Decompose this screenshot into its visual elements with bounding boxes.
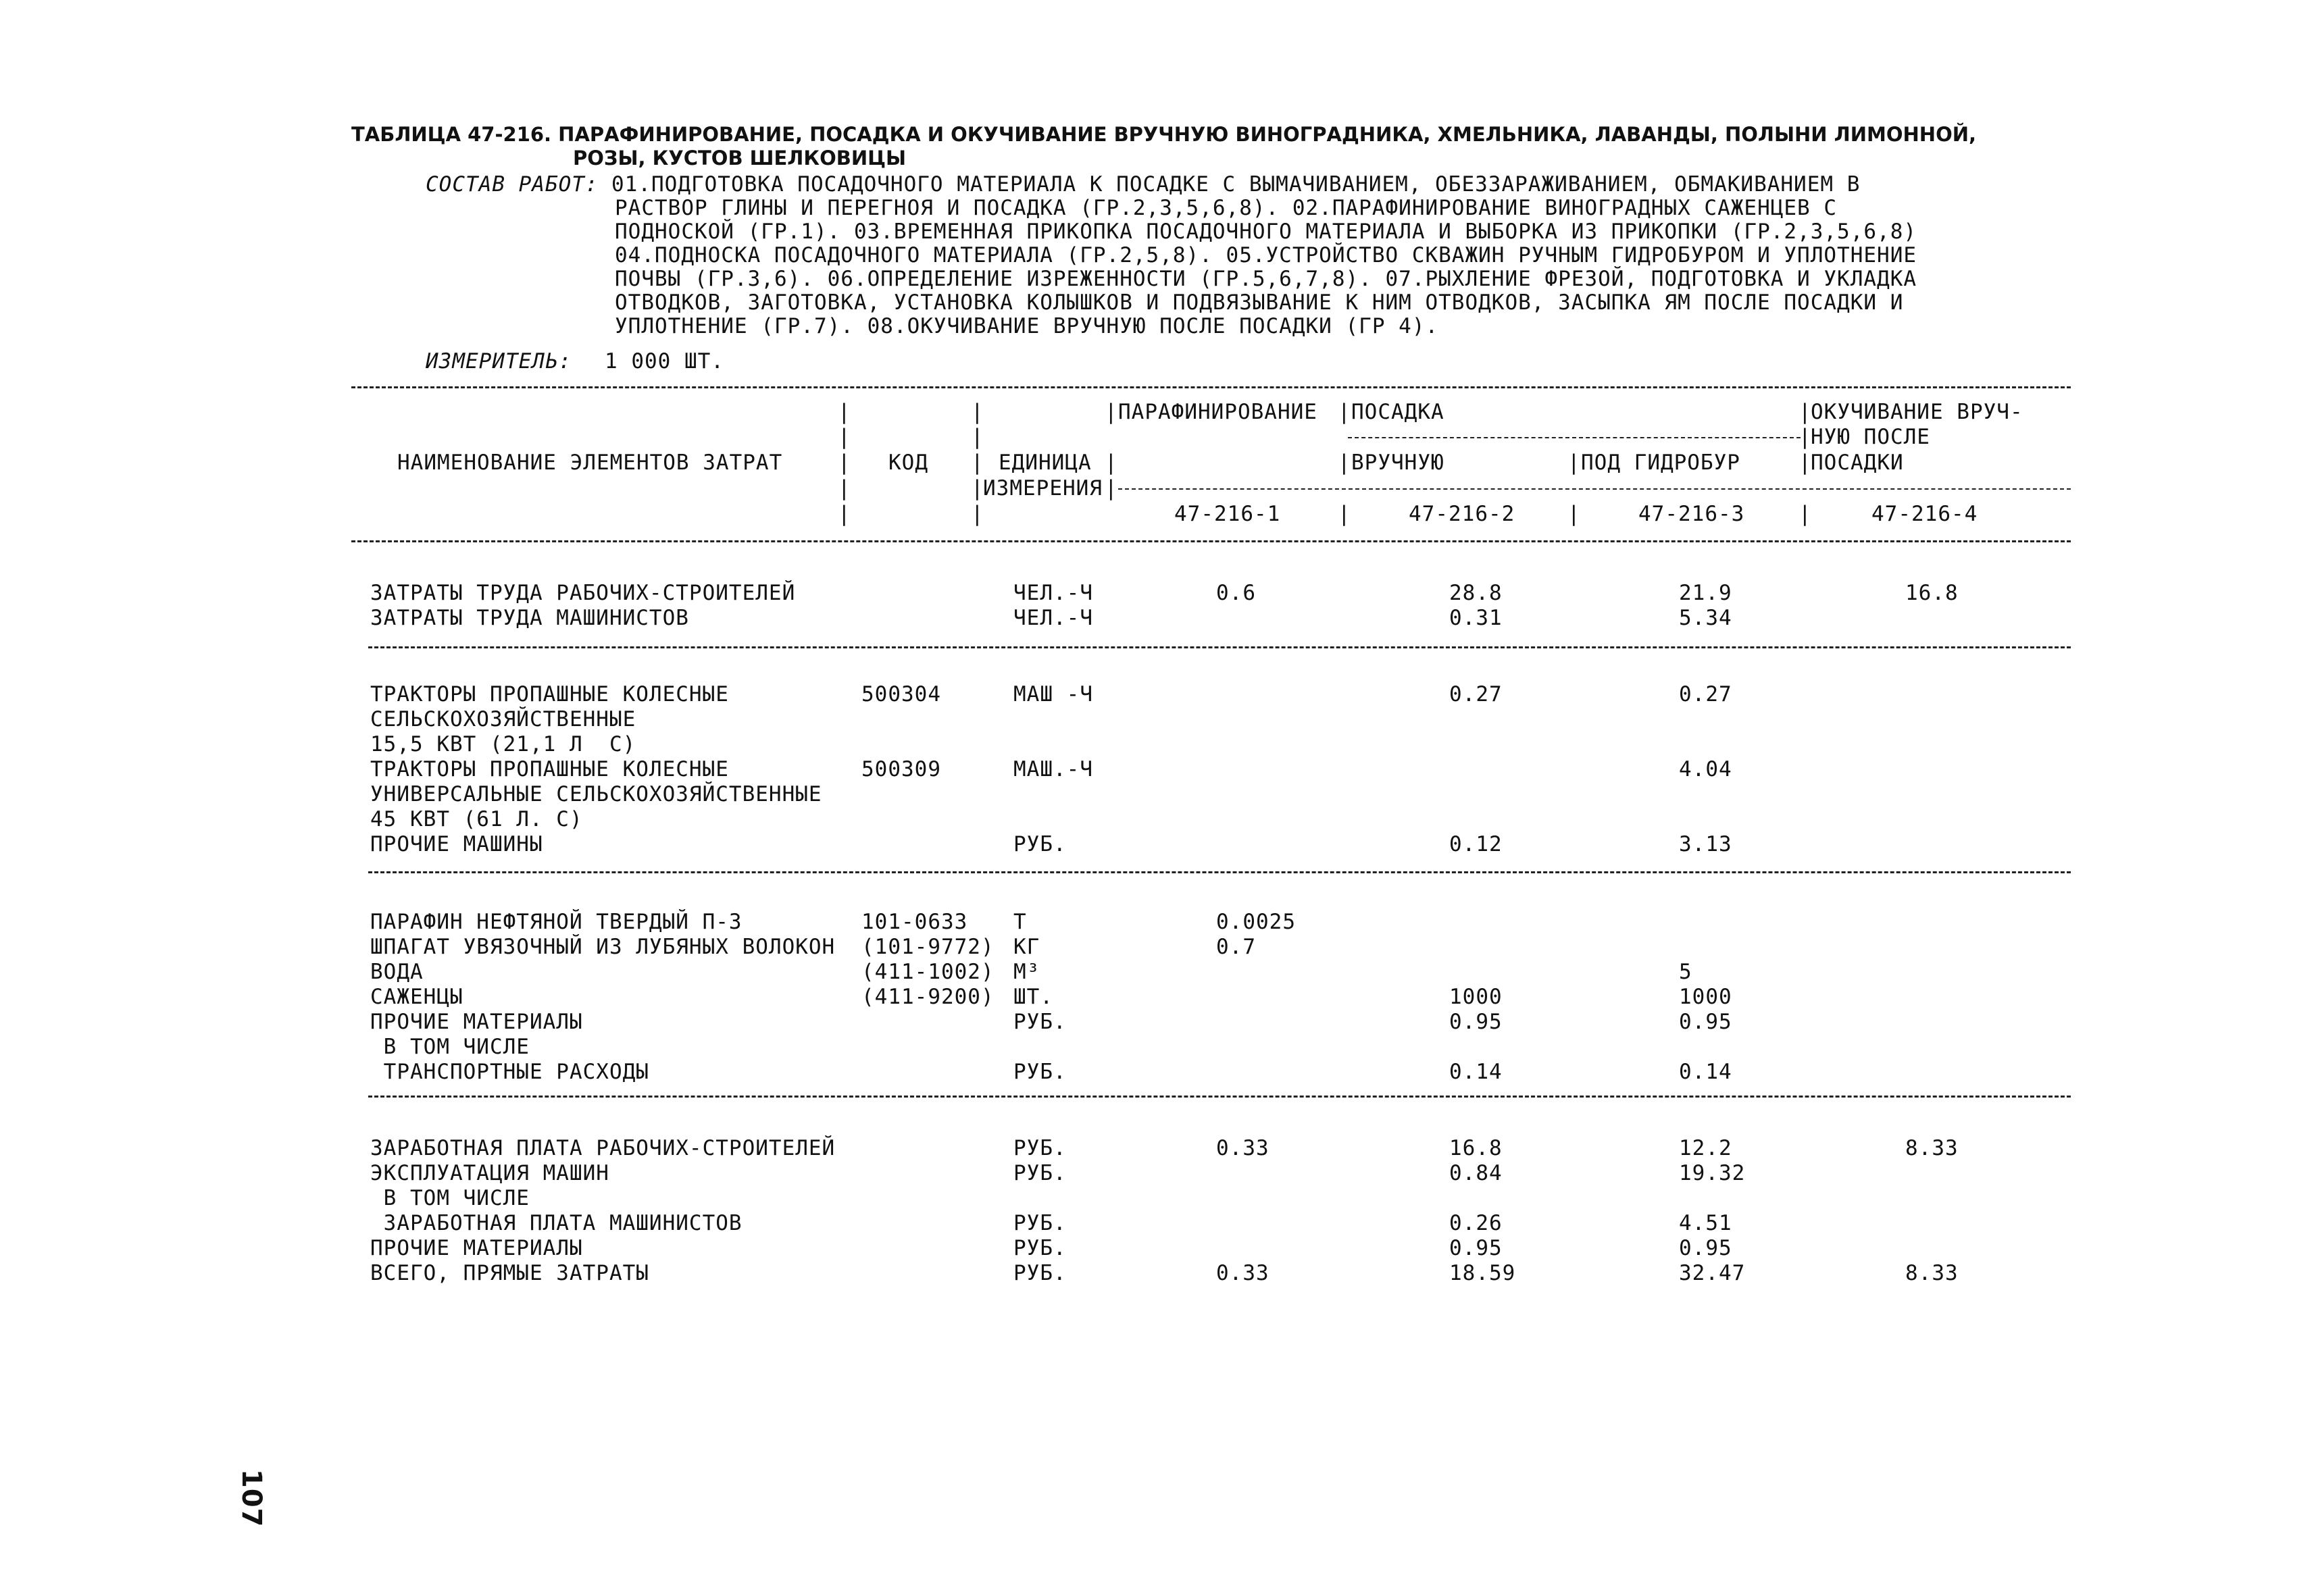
row-value-3: 3.13: [1679, 832, 1732, 856]
row-unit: РУБ.: [1013, 1060, 1067, 1084]
row-value-4: 16.8: [1905, 581, 1959, 605]
section-rule: [368, 871, 2071, 873]
row-name: СЕЛЬСКОХОЗЯЙСТВЕННЫЕ: [370, 707, 636, 731]
row-unit: МАШ.-Ч: [1013, 757, 1093, 781]
row-unit: РУБ.: [1013, 1261, 1067, 1285]
row-unit: М³: [1013, 960, 1040, 984]
row-value-3: 12.2: [1679, 1136, 1732, 1160]
row-unit: МАШ -Ч: [1013, 682, 1093, 706]
header-divider: |: [971, 425, 984, 449]
header-col3: ПОД ГИДРОБУР: [1581, 451, 1740, 475]
row-value-3: 1000: [1679, 985, 1732, 1009]
header-divider: |: [1567, 451, 1581, 475]
composition-line: ПОДНОСКОЙ (ГР.1). 03.ВРЕМЕННАЯ ПРИКОПКА ПОСАДОЧНОГО МАТЕРИАЛА И ВЫБОРКА ИЗ ПРИКОПКИ (ГР.2,3,5,6,8): [615, 220, 1917, 244]
row-code: 101-0633: [861, 910, 968, 934]
row-name: ПРОЧИЕ МАТЕРИАЛЫ: [370, 1236, 583, 1260]
row-value-3: 0.27: [1679, 682, 1732, 706]
header-col2: ВРУЧНУЮ: [1351, 451, 1444, 475]
row-value-2: 0.27: [1449, 682, 1503, 706]
row-value-2: 0.14: [1449, 1060, 1503, 1084]
header-divider: |: [971, 400, 984, 424]
header-num3: 47-216-3: [1638, 502, 1745, 526]
header-divider: |: [838, 400, 851, 424]
composition-line: 01.ПОДГОТОВКА ПОСАДОЧНОГО МАТЕРИАЛА К ПОСАДКЕ С ВЫМАЧИВАНИЕМ, ОБЕЗЗАРАЖИВАНИЕМ, ОБМАКИВАНИЕМ В: [611, 172, 1861, 197]
row-value-1: 0.33: [1216, 1136, 1269, 1160]
row-name: ЗАТРАТЫ ТРУДА МАШИНИСТОВ: [370, 606, 689, 630]
row-value-3: 4.04: [1679, 757, 1732, 781]
row-value-2: 0.12: [1449, 832, 1503, 856]
header-divider: |: [1105, 476, 1118, 500]
header-divider: |: [1105, 400, 1118, 424]
row-unit: РУБ.: [1013, 1136, 1067, 1160]
header-divider: |: [838, 502, 851, 526]
row-code: (411-1002): [861, 960, 995, 984]
composition-line: ОТВОДКОВ, ЗАГОТОВКА, УСТАНОВКА КОЛЫШКОВ И ПОДВЯЗЫВАНИЕ К НИМ ОТВОДКОВ, ЗАСЫПКА ЯМ ПОСЛЕ ПОСАДКИ И: [615, 290, 1904, 315]
header-num1: 47-216-1: [1174, 502, 1281, 526]
row-unit: ЧЕЛ.-Ч: [1013, 606, 1093, 630]
row-value-4: 8.33: [1905, 1136, 1959, 1160]
row-value-3: 0.95: [1679, 1010, 1732, 1034]
header-col4-line1: ОКУЧИВАНИЕ ВРУЧ-: [1811, 400, 2023, 424]
row-value-2: 0.84: [1449, 1161, 1503, 1185]
row-name: ШПАГАТ УВЯЗОЧНЫЙ ИЗ ЛУБЯНЫХ ВОЛОКОН: [370, 935, 836, 959]
row-value-2: 0.95: [1449, 1010, 1503, 1034]
row-code: 500304: [861, 682, 941, 706]
composition-label: СОСТАВ РАБОТ:: [426, 172, 599, 197]
row-unit: КГ: [1013, 935, 1040, 959]
header-divider: |: [1338, 451, 1351, 475]
header-divider: |: [1567, 502, 1581, 526]
row-name: В ТОМ ЧИСЛЕ: [370, 1035, 530, 1059]
row-value-2: 0.31: [1449, 606, 1503, 630]
row-name: ЗАТРАТЫ ТРУДА РАБОЧИХ-СТРОИТЕЛЕЙ: [370, 581, 796, 605]
header-divider: |: [971, 451, 984, 475]
header-code-rule: [1118, 488, 2071, 490]
row-name: ВОДА: [370, 960, 424, 984]
table-title-line2: РОЗЫ, КУСТОВ ШЕЛКОВИЦЫ: [573, 147, 907, 170]
row-unit: Т: [1013, 910, 1027, 934]
row-name: 15,5 КВТ (21,1 Л С): [370, 732, 636, 756]
header-col4-line2: НУЮ ПОСЛЕ: [1811, 425, 1930, 449]
row-name: ТРАКТОРЫ ПРОПАШНЫЕ КОЛЕСНЫЕ: [370, 757, 729, 781]
header-unit-line1: ЕДИНИЦА: [999, 451, 1092, 475]
row-value-1: 0.7: [1216, 935, 1256, 959]
row-value-3: 0.95: [1679, 1236, 1732, 1260]
header-name: НАИМЕНОВАНИЕ ЭЛЕМЕНТОВ ЗАТРАТ: [397, 451, 783, 475]
header-divider: |: [838, 476, 851, 500]
row-name: ТРАНСПОРТНЫЕ РАСХОДЫ: [370, 1060, 649, 1084]
row-unit: РУБ.: [1013, 1161, 1067, 1185]
row-unit: ШТ.: [1013, 985, 1053, 1009]
row-value-3: 5: [1679, 960, 1692, 984]
composition-line: 04.ПОДНОСКА ПОСАДОЧНОГО МАТЕРИАЛА (ГР.2,5,8). 05.УСТРОЙСТВО СКВАЖИН РУЧНЫМ ГИДРОБУРОМ И УПЛОТНЕНИЕ: [615, 243, 1917, 267]
header-divider: |: [838, 425, 851, 449]
header-divider: |: [971, 476, 984, 500]
composition-line: РАСТВОР ГЛИНЫ И ПЕРЕГНОЯ И ПОСАДКА (ГР.2,3,5,6,8). 02.ПАРАФИНИРОВАНИЕ ВИНОГРАДНЫХ САЖЕНЦЕВ С: [615, 196, 1838, 220]
section-rule: [368, 1096, 2071, 1098]
header-divider: |: [1338, 400, 1351, 424]
header-col1: ПАРАФИНИРОВАНИЕ: [1118, 400, 1317, 424]
header-divider: |: [1799, 400, 1812, 424]
composition-line: УПЛОТНЕНИЕ (ГР.7). 08.ОКУЧИВАНИЕ ВРУЧНУЮ ПОСЛЕ ПОСАДКИ (ГР 4).: [615, 314, 1439, 338]
header-divider: |: [971, 502, 984, 526]
header-divider: |: [1338, 502, 1351, 526]
meter-value: 1 000 ШТ.: [605, 349, 724, 374]
row-code: 500309: [861, 757, 941, 781]
row-unit: ЧЕЛ.-Ч: [1013, 581, 1093, 605]
header-code: КОД: [888, 451, 928, 475]
row-unit: РУБ.: [1013, 1236, 1067, 1260]
row-value-1: 0.0025: [1216, 910, 1296, 934]
row-value-2: 0.26: [1449, 1211, 1503, 1235]
row-code: (101-9772): [861, 935, 995, 959]
table-title-line1: ТАБЛИЦА 47-216. ПАРАФИНИРОВАНИЕ, ПОСАДКА И ОКУЧИВАНИЕ ВРУЧНУЮ ВИНОГРАДНИКА, ХМЕЛЬНИКА, ЛАВАНДЫ, ПОЛЫНИ ЛИМОННОЙ,: [351, 123, 1977, 146]
row-value-1: 0.33: [1216, 1261, 1269, 1285]
header-divider: |: [1105, 451, 1118, 475]
header-top-rule: [351, 386, 2071, 388]
row-value-1: 0.6: [1216, 581, 1256, 605]
header-divider: |: [1799, 502, 1812, 526]
row-value-3: 4.51: [1679, 1211, 1732, 1235]
row-unit: РУБ.: [1013, 1211, 1067, 1235]
row-name: ЭКСПЛУАТАЦИЯ МАШИН: [370, 1161, 609, 1185]
row-name: ТРАКТОРЫ ПРОПАШНЫЕ КОЛЕСНЫЕ: [370, 682, 729, 706]
header-posadka: ПОСАДКА: [1351, 400, 1444, 424]
header-num4: 47-216-4: [1871, 502, 1978, 526]
row-value-4: 8.33: [1905, 1261, 1959, 1285]
row-name: 45 КВТ (61 Л. С): [370, 807, 583, 831]
row-name: УНИВЕРСАЛЬНЫЕ СЕЛЬСКОХОЗЯЙСТВЕННЫЕ: [370, 782, 822, 806]
row-name: ПРОЧИЕ МАШИНЫ: [370, 832, 543, 856]
row-value-2: 18.59: [1449, 1261, 1516, 1285]
header-posadka-rule: [1348, 437, 1801, 438]
header-divider: |: [838, 451, 851, 475]
row-value-2: 16.8: [1449, 1136, 1503, 1160]
page-number: 107: [236, 1469, 267, 1528]
header-divider: |: [1799, 425, 1812, 449]
header-num2: 47-216-2: [1409, 502, 1515, 526]
row-value-2: 28.8: [1449, 581, 1503, 605]
row-name: ЗАРАБОТНАЯ ПЛАТА МАШИНИСТОВ: [370, 1211, 743, 1235]
row-name: ПАРАФИН НЕФТЯНОЙ ТВЕРДЫЙ П-3: [370, 910, 743, 934]
meter-label: ИЗМЕРИТЕЛЬ:: [426, 349, 572, 374]
row-value-3: 5.34: [1679, 606, 1732, 630]
row-name: В ТОМ ЧИСЛЕ: [370, 1186, 530, 1210]
row-name: ПРОЧИЕ МАТЕРИАЛЫ: [370, 1010, 583, 1034]
row-value-3: 32.47: [1679, 1261, 1746, 1285]
row-value-2: 1000: [1449, 985, 1503, 1009]
row-name: ЗАРАБОТНАЯ ПЛАТА РАБОЧИХ-СТРОИТЕЛЕЙ: [370, 1136, 836, 1160]
header-bottom-rule: [351, 540, 2071, 542]
header-unit-line2: ИЗМЕРЕНИЯ: [983, 476, 1103, 500]
row-name: САЖЕНЦЫ: [370, 985, 463, 1009]
row-unit: РУБ.: [1013, 832, 1067, 856]
row-name: ВСЕГО, ПРЯМЫЕ ЗАТРАТЫ: [370, 1261, 649, 1285]
row-value-3: 21.9: [1679, 581, 1732, 605]
header-divider: |: [1799, 451, 1812, 475]
header-col4-line3: ПОСАДКИ: [1811, 451, 1904, 475]
row-value-2: 0.95: [1449, 1236, 1503, 1260]
row-value-3: 0.14: [1679, 1060, 1732, 1084]
composition-line: ПОЧВЫ (ГР.3,6). 06.ОПРЕДЕЛЕНИЕ ИЗРЕЖЕННОСТИ (ГР.5,6,7,8). 07.РЫХЛЕНИЕ ФРЕЗОЙ, ПОДГОТОВКА И УКЛАДКА: [615, 267, 1917, 291]
section-rule: [368, 646, 2071, 648]
row-code: (411-9200): [861, 985, 995, 1009]
row-value-3: 19.32: [1679, 1161, 1746, 1185]
row-unit: РУБ.: [1013, 1010, 1067, 1034]
